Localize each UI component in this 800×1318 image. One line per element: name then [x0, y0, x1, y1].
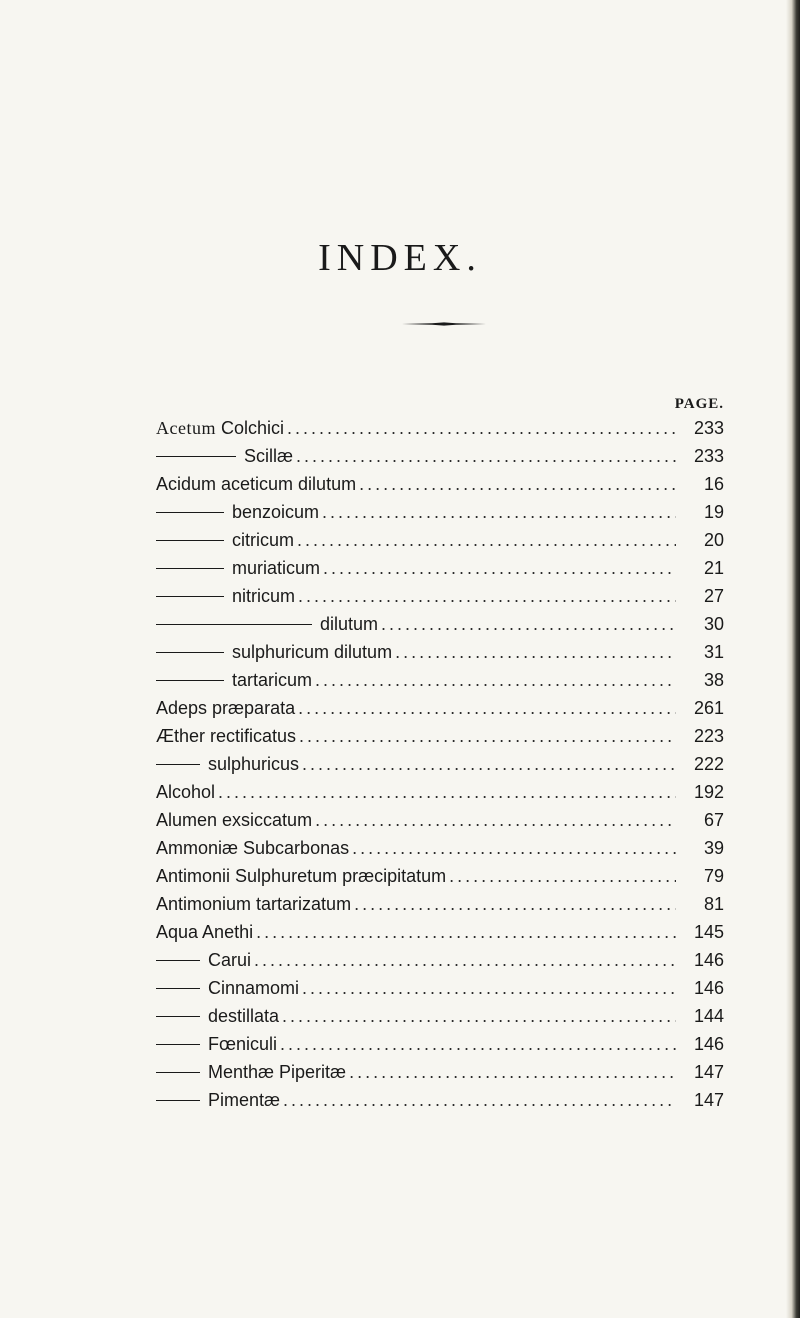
- index-entry: [156, 894, 724, 922]
- page-number: 146: [693, 950, 724, 970]
- dot-leader: [395, 642, 676, 663]
- title-rule-ornament: [402, 322, 486, 326]
- index-term: Scillæ: [244, 446, 294, 466]
- ditto-dash: [156, 764, 200, 765]
- page-number: 261: [693, 698, 724, 718]
- index-term: Pimentæ: [208, 1090, 281, 1110]
- dot-leader: [352, 838, 676, 859]
- index-term: Fœniculi: [208, 1034, 278, 1054]
- dot-leader: [298, 586, 676, 607]
- page-number: 223: [693, 726, 724, 746]
- page-number: 147: [693, 1062, 724, 1082]
- dot-leader: [282, 1006, 676, 1027]
- index-entry: [156, 754, 724, 782]
- index-entry: [156, 670, 724, 698]
- dot-leader: [298, 698, 676, 719]
- dot-leader: [349, 1062, 676, 1083]
- ditto-dash: [156, 988, 200, 989]
- index-term: Alcohol: [156, 782, 216, 802]
- page-number: 20: [703, 530, 724, 550]
- dot-leader: [322, 502, 676, 523]
- index-entry: [156, 558, 724, 586]
- index-entry: [156, 866, 724, 894]
- index-entry: [156, 782, 724, 810]
- index-entry: [156, 1034, 724, 1062]
- index-entry: [156, 530, 724, 558]
- index-term: sulphuricum dilutum: [232, 642, 393, 662]
- index-entry: [156, 810, 724, 838]
- dot-leader: [280, 1034, 676, 1055]
- index-entry: [156, 1062, 724, 1090]
- page-number: 67: [703, 810, 724, 830]
- index-term: Æther rectificatus: [156, 726, 297, 746]
- index-entry: [156, 950, 724, 978]
- page-number: 81: [703, 894, 724, 914]
- ditto-dash: [156, 540, 224, 541]
- index-term: Antimonii Sulphuretum præcipitatum: [156, 866, 447, 886]
- dot-leader: [283, 1090, 676, 1111]
- index-entry: [156, 418, 724, 446]
- page-number: 30: [703, 614, 724, 634]
- page-edge-shadow: [786, 0, 800, 1318]
- ditto-dash: [156, 680, 224, 681]
- page-number: 192: [693, 782, 724, 802]
- index-entry: [156, 922, 724, 950]
- index-entry: [156, 838, 724, 866]
- index-entry: [156, 1006, 724, 1034]
- dot-leader: [287, 418, 676, 439]
- page-number: 145: [693, 922, 724, 942]
- page-number: 16: [703, 474, 724, 494]
- page-number: 39: [703, 838, 724, 858]
- index-term: destillata: [208, 1006, 280, 1026]
- page-number: 79: [703, 866, 724, 886]
- dot-leader: [302, 754, 676, 775]
- index-entry: [156, 978, 724, 1006]
- page-number: 233: [693, 446, 724, 466]
- page-number: 144: [693, 1006, 724, 1026]
- index-term: muriaticum: [232, 558, 321, 578]
- page-number: 146: [693, 978, 724, 998]
- ditto-dash: [156, 568, 224, 569]
- index-term: Carui: [208, 950, 252, 970]
- page-title: INDEX.: [318, 237, 482, 279]
- index-term: Ammoniæ Subcarbonas: [156, 838, 350, 858]
- dot-leader: [218, 782, 676, 803]
- page-number: 233: [693, 418, 724, 438]
- page-number: 222: [693, 754, 724, 774]
- page-number: 147: [693, 1090, 724, 1110]
- ditto-dash: [156, 1044, 200, 1045]
- index-entry: [156, 446, 724, 474]
- page-number: 38: [703, 670, 724, 690]
- page-column-header: PAGE.: [674, 396, 724, 412]
- index-entry: [156, 614, 724, 642]
- index-list: [156, 418, 724, 1118]
- index-entry: [156, 474, 724, 502]
- index-entry: [156, 642, 724, 670]
- index-term: Menthæ Piperitæ: [208, 1062, 347, 1082]
- ditto-dash: [156, 1100, 200, 1101]
- ditto-dash: [156, 596, 224, 597]
- index-term: Alumen exsiccatum: [156, 810, 313, 830]
- page-number: 21: [703, 558, 724, 578]
- ditto-dash: [156, 652, 224, 653]
- index-term: benzoicum: [232, 502, 320, 522]
- ditto-dash: [156, 456, 236, 457]
- index-term: Acetum Colchici: [156, 418, 285, 438]
- ditto-dash: [156, 1072, 200, 1073]
- index-term: dilutum: [320, 614, 379, 634]
- ditto-dash: [156, 624, 312, 625]
- page-number: 146: [693, 1034, 724, 1054]
- index-entry: [156, 502, 724, 530]
- dot-leader: [302, 978, 676, 999]
- dot-leader: [354, 894, 676, 915]
- ditto-dash: [156, 1016, 200, 1017]
- index-term: Aqua Anethi: [156, 922, 254, 942]
- dot-leader: [359, 474, 676, 495]
- index-term: Acidum aceticum dilutum: [156, 474, 357, 494]
- index-term: Cinnamomi: [208, 978, 300, 998]
- index-entry: [156, 698, 724, 726]
- dot-leader: [297, 530, 676, 551]
- index-term: sulphuricus: [208, 754, 300, 774]
- dot-leader: [315, 670, 676, 691]
- dot-leader: [323, 558, 676, 579]
- index-entry: [156, 1090, 724, 1118]
- index-term: nitricum: [232, 586, 296, 606]
- dot-leader: [256, 922, 676, 943]
- ditto-dash: [156, 512, 224, 513]
- index-entry: [156, 586, 724, 614]
- dot-leader: [449, 866, 676, 887]
- dot-leader: [254, 950, 676, 971]
- index-term: Antimonium tartarizatum: [156, 894, 352, 914]
- dot-leader: [296, 446, 676, 467]
- dot-leader: [315, 810, 676, 831]
- page-number: 27: [703, 586, 724, 606]
- page-number: 19: [703, 502, 724, 522]
- page-number: 31: [703, 642, 724, 662]
- index-entry: [156, 726, 724, 754]
- ditto-dash: [156, 960, 200, 961]
- index-term: tartaricum: [232, 670, 313, 690]
- index-term: Adeps præparata: [156, 698, 296, 718]
- dot-leader: [381, 614, 676, 635]
- dot-leader: [299, 726, 676, 747]
- index-term: citricum: [232, 530, 294, 550]
